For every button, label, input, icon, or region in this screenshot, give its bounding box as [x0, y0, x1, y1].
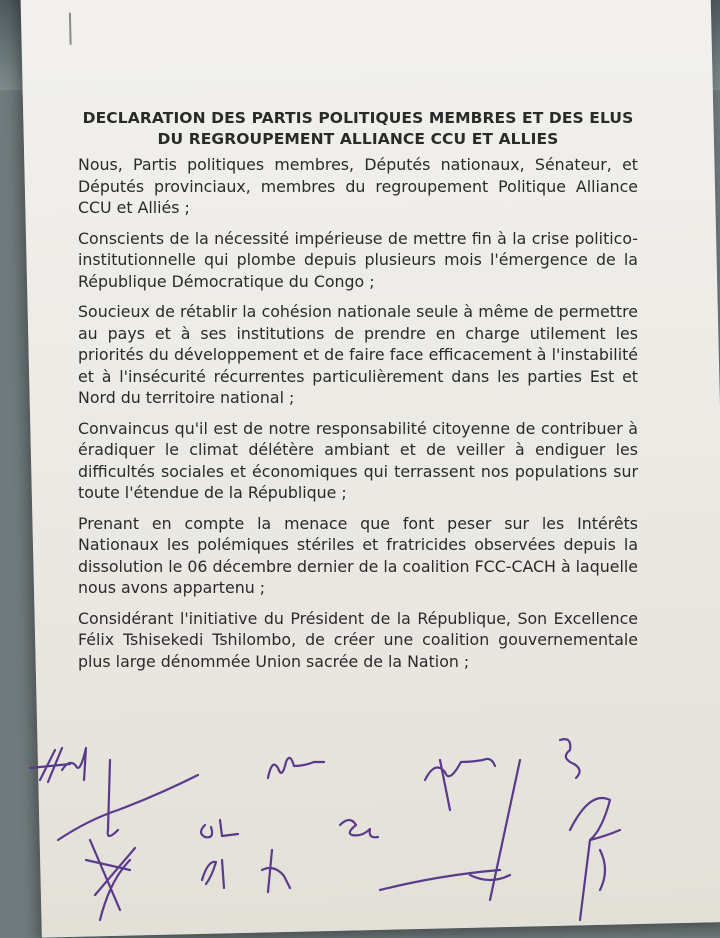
handwritten-signatures	[0, 720, 720, 935]
page-mark	[69, 13, 72, 45]
signature-1	[30, 748, 86, 782]
signature-6	[202, 860, 224, 888]
signature-3	[86, 840, 135, 920]
title-line-1: DECLARATION DES PARTIS POLITIQUES MEMBRES ET DES ELUS	[82, 109, 634, 127]
signature-7	[262, 850, 290, 892]
signature-10	[380, 760, 520, 900]
paragraph-considerant: Considérant l'initiative du Président de la République, Son Excellence Félix Tshisekedi Tshilombo, de créer une coalition gouvernementale plus large dénommée Union sacrée de la Nation ;	[78, 608, 638, 671]
paragraph-conscients: Conscients de la nécessité impérieuse de mettre fin à la crise politico-institutionnelle qui plombe depuis plusieurs mois l'émergence de la République Démocratique du Congo ;	[78, 228, 638, 291]
signature-5	[201, 820, 238, 837]
paragraph-soucieux: Soucieux de rétablir la cohésion nationale seule à même de permettre au pays et à ses institutions de prendre en charge utilement les priorités du développement et de faire face efficacement à l'instabilité et à l'insécurité récurrentes particulièrement dans les parties Est et Nord du territoire national ;	[78, 302, 638, 407]
paragraph-preamble: Nous, Partis politiques membres, Députés nationaux, Sénateur, et Députés provinciaux, membres du regroupement Politique Alliance CCU et Alliés ;	[78, 155, 638, 217]
document-title	[78, 108, 638, 150]
signatures-area	[0, 720, 720, 935]
title-line-2: DU REGROUPEMENT ALLIANCE CCU ET ALLIES	[157, 130, 559, 148]
signature-4	[268, 758, 324, 778]
signature-2	[58, 760, 198, 840]
paragraph-convaincus: Convaincus qu'il est de notre responsabilité citoyenne de contribuer à éradiquer le climat délétère ambiant et de veiller à endiguer les difficultés sociales et économiques qui terrassent nos populations sur toute l'étendue de la République ;	[78, 418, 638, 502]
signature-11	[560, 739, 580, 778]
signature-9	[425, 759, 495, 810]
document-body	[78, 108, 638, 681]
signature-8	[340, 820, 378, 837]
signature-12	[570, 798, 620, 920]
paragraph-prenant: Prenant en compte la menace que font peser sur les Intérêts Nationaux les polémiques stériles et fratricides observées depuis la dissolution le 06 décembre dernier de la coalition FCC-CACH à laquelle nous avons appartenu ;	[78, 513, 638, 597]
